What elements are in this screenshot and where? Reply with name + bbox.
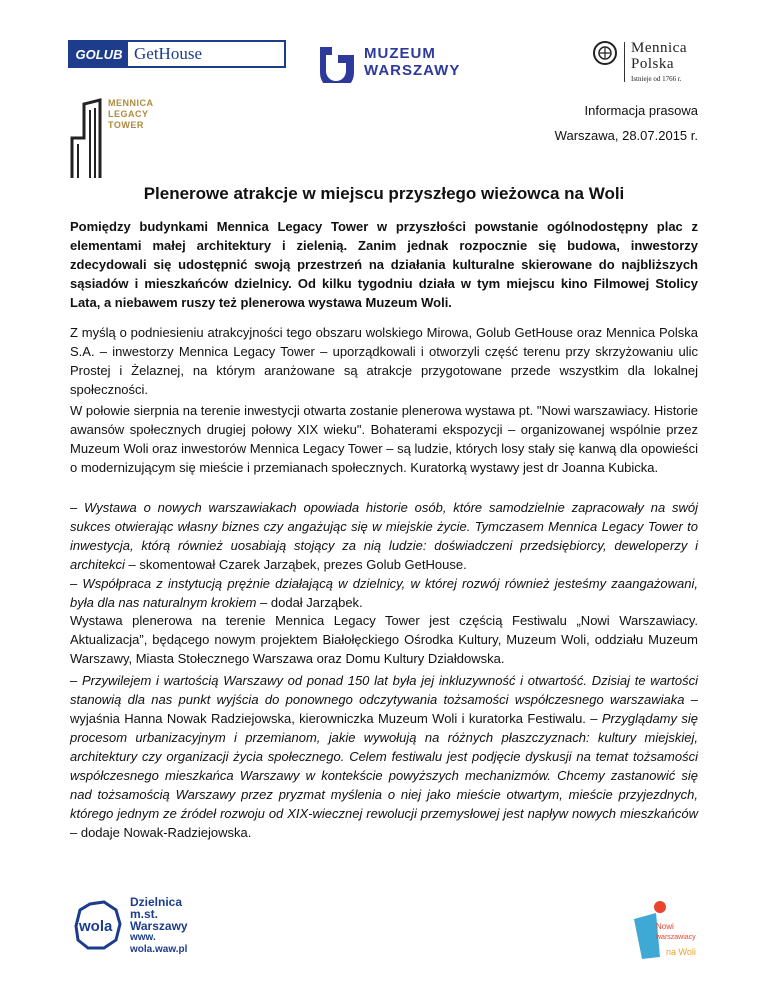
- page-title: Plenerowe atrakcje w miejscu przyszłego wieżowca na Woli: [143, 184, 625, 203]
- tower-icon: [70, 98, 106, 180]
- mennica-legacy-tower-logo: [70, 98, 154, 180]
- attribution-3: – wyjaśnia Hanna Nowak Radziejowska, kierowniczka Muzeum Woli i kuratorka Festiwalu.: [70, 692, 698, 726]
- release-date: Warszawa, 28.07.2015 r.: [554, 128, 698, 143]
- attribution-1: – skomentował Czarek Jarząbek, prezes Golub GetHouse.: [124, 557, 467, 572]
- wola-word: wola: [79, 918, 113, 935]
- muzeum-line1: MUZEUM: [364, 45, 436, 62]
- attribution-2: – dodał Jarząbek.: [256, 595, 363, 610]
- wola-district-logo: [70, 896, 188, 956]
- attribution-4: – dodaje Nowak-Radziejowska.: [70, 825, 252, 840]
- mennica-line1: Mennica: [631, 40, 687, 56]
- lead-paragraph: Pomiędzy budynkami Mennica Legacy Tower w przyszłości powstanie ogólnodostępny plac z elementami małej architektury i zielenią. Zanim jednak rozpocznie się budowa, inwestorzy zdecydowali się udostępnić swoją przestrzeń na działania kulturalne skierowane do najbliższych sąsiadów i mieszkańców dzielnicy. Od kilku tygodniu działa w tym miejscu kino Filmowej Stolicy Lata, a niebawem ruszy też plenerowa wystawa Muzeum Woli.: [70, 219, 698, 310]
- quote-3: – Przywilejem i wartością Warszawy od ponad 150 lat była jej inkluzywność i otwartość. Dzisiaj te wartości stanowią dla nas punkt wyjścia do ponownego odczytywania tożsamości współczesnego warszawiaka: [70, 673, 698, 707]
- muzeum-mermaid-icon: [316, 41, 358, 83]
- mennica-line3: Istnieje od 1766 r.: [631, 75, 682, 83]
- paragraph-4: Wystawa plenerowa na terenie Mennica Legacy Tower jest częścią Festiwalu „Nowi Warszawiacy. Aktualizacja”, będącego nowym projektem Białołęckiego Ośrodka Kultury, Muzeum Woli, oddziału Muzeum Warszawy, Miasta Stołecznego Warszawa oraz Domu Kultury Działdowska.: [70, 613, 698, 666]
- wola-line4: www.: [130, 932, 156, 943]
- paragraph-5: [70, 671, 698, 842]
- wola-line3: Warszawy: [130, 919, 188, 933]
- quote-2: – Współpraca z instytucją prężnie działającą w dzielnicy, w której rozwój również jesteśmy zaangażowani, była dla nas naturalnym krokiem: [70, 576, 698, 610]
- muzeum-line2: WARSZAWY: [364, 62, 461, 79]
- nowi-line1: Nowi: [656, 922, 674, 931]
- paragraph-2: W połowie sierpnia na terenie inwestycji otwarta zostanie plenerowa wystawa pt. "Nowi warszawiacy. Historie awansów społecznych drugiej połowy XIX wieku". Bohaterami ekspozycji – organizowanej wspólnie przez Muzeum Woli oraz inwestorów Mennica Legacy Tower – są ludzie, których losy stały się kanwą dla opowieści o modernizującym się mieście i przemianach społecznych. Kuratorką wystawy jest dr Joanna Kubicka.: [70, 403, 698, 475]
- wola-line1: Dzielnica: [130, 895, 183, 909]
- nowi-red-dot: [654, 901, 666, 913]
- paragraph-1: Z myślą o podniesieniu atrakcyjności tego obszaru wolskiego Mirowa, Golub GetHouse oraz Mennica Polska S.A. – inwestorzy Mennica Legacy Tower – uporządkowali i otworzyli część terenu przy skrzyżowaniu ulic Prostej i Żelaznej, na którym aranżowane są atrakcje przygotowane przede wszystkim dla lokalnej społeczności.: [70, 325, 698, 397]
- quote-4: – Przyglądamy się procesom urbanizacyjnym i przemianom, jakie wywołują na różnych płaszczyznach: kultury miejskiej, architektury czy organizacji życia społecznego. Celem festiwalu jest podjęcie dyskusji na temat tożsamości współczesnego mieszkańca Warszawy w kontekście powyższych mechanizmów. Chcemy zastanowić się nad tożsamością Warszawy przez pryzmat myślenia o niej jako mieście otwartym, mieście przyjezdnych, którego jednym ze źródeł rozwoju od XIX-wiecznej rewolucji przemysłowej jest napływ nowych mieszkańców: [70, 711, 698, 821]
- paragraph-3: [70, 498, 698, 612]
- nowi-line3: na Woli: [666, 947, 696, 957]
- wola-line5: wola.waw.pl: [130, 944, 188, 955]
- golub-logo-text: GOLUB: [70, 42, 128, 66]
- wola-map-icon: [70, 896, 124, 954]
- quote-1: – Wystawa o nowych warszawiakach opowiada historie osób, które samodzielnie zapracowały na swój sukces otwierając własny biznes czy angażując się w miejskie życie. Tymczasem Mennica Legacy Tower to inwestycja, którą również uosabiają stojący za nią ludzie: doświadczeni przedsiębiorcy, deweloperzy i architekci: [70, 500, 698, 572]
- press-release-label: Informacja prasowa: [584, 103, 698, 118]
- mlt-line3: TOWER: [108, 120, 144, 130]
- muzeum-warszawy-logo: [316, 40, 460, 84]
- mennica-separator: [624, 42, 625, 82]
- mlt-line2: LEGACY: [108, 109, 149, 119]
- nowi-warszawiacy-logo: [626, 893, 702, 969]
- mennica-line2: Polska: [631, 56, 675, 72]
- golub-gethouse-logo: [68, 40, 286, 68]
- mennica-emblem-icon: [592, 40, 618, 66]
- wola-line2: m.st.: [130, 907, 159, 921]
- nowi-line2: warszawiacy: [656, 934, 696, 941]
- mlt-line1: MENNICA: [108, 98, 154, 108]
- gethouse-logo-text: GetHouse: [134, 44, 202, 63]
- mennica-polska-logo: [592, 40, 687, 83]
